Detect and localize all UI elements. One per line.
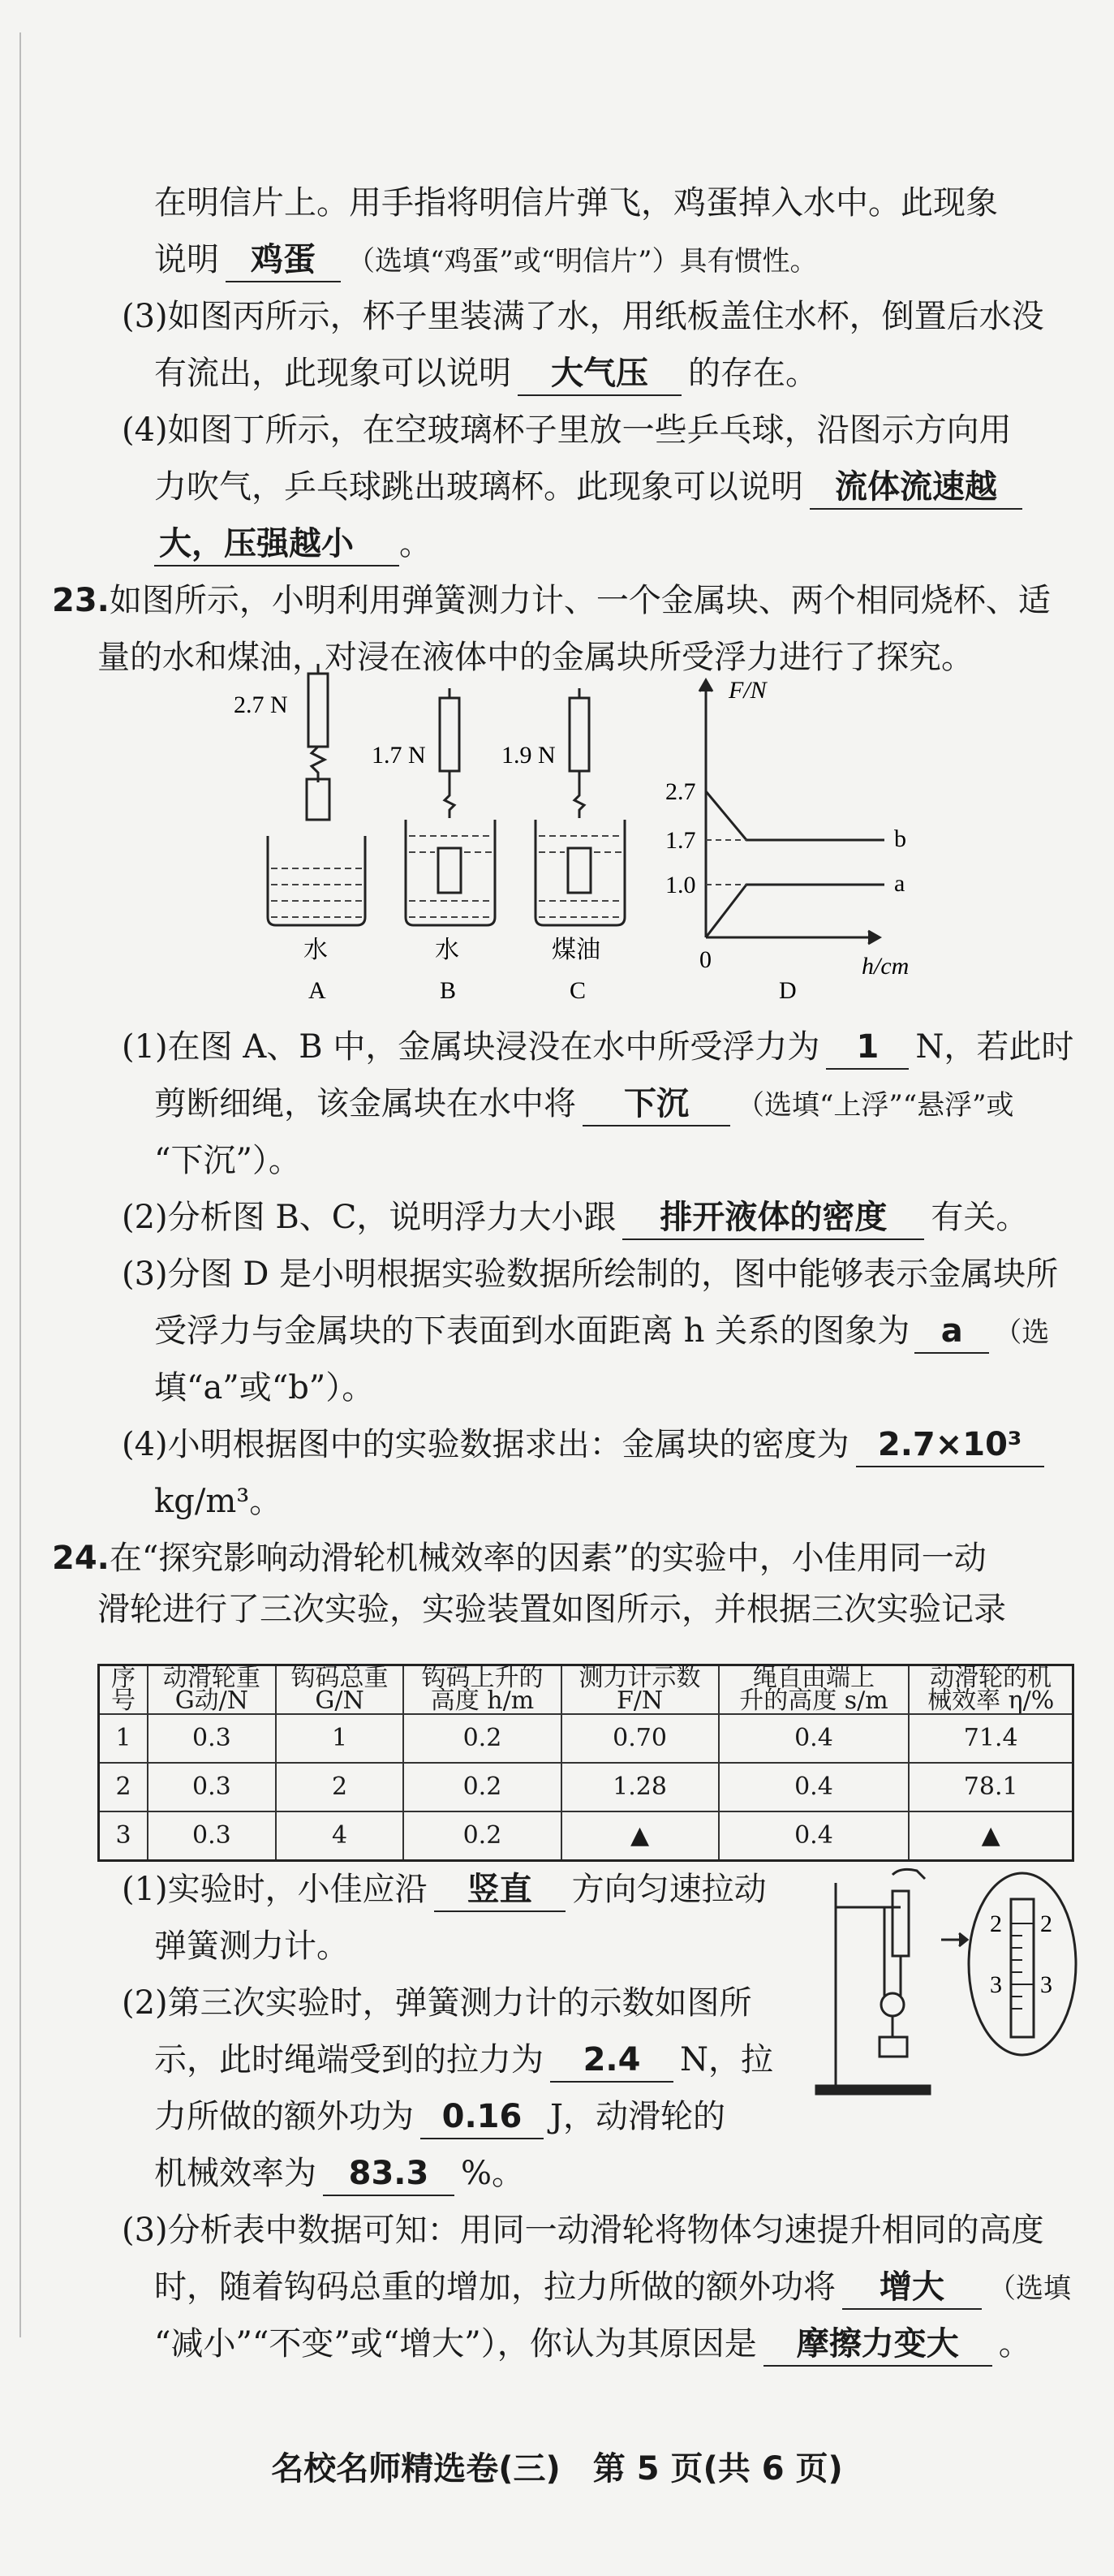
answer-blank: 0.16 bbox=[420, 2096, 544, 2139]
scale-zoom-oval bbox=[969, 1873, 1076, 2055]
metal-block-a bbox=[307, 779, 329, 820]
line-b bbox=[706, 791, 884, 840]
line-a-label: a bbox=[894, 870, 905, 897]
question-number: 24. bbox=[52, 1540, 110, 1577]
q24-line2: 滑轮进行了三次实验，实验装置如图所示，并根据三次实验记录 bbox=[97, 1591, 1006, 1628]
q23-part1-line3: “下沉”）。 bbox=[154, 1142, 301, 1179]
q24-part2-line3: 力所做的额外功为 0.16 J，动滑轮的 bbox=[154, 2094, 725, 2139]
answer-blank: 大，压强越小 bbox=[154, 523, 399, 566]
table-header: 序 号 动滑轮重 G动/N 钩码总重 G/N 钩码上升的 高度 h/m 测力计示数 F/N 绳自由端上 升的高度 s/m 动滑轮的机 械效率 η/% bbox=[99, 1665, 1073, 1715]
line-a bbox=[706, 885, 884, 937]
beaker-a bbox=[268, 836, 365, 925]
q23-figure bbox=[219, 649, 949, 1006]
q23-line2: 量的水和煤油，对浸在液体中的金属块所受浮力进行了探究。 bbox=[97, 639, 974, 676]
q24-part2-line1: (2)第三次实验时，弹簧测力计的示数如图所 bbox=[122, 1984, 752, 2022]
q22-part4-line2: 力吹气，乒乓球跳出玻璃杯。此现象可以说明 流体流速越 bbox=[154, 464, 1022, 510]
data-table bbox=[97, 1664, 1074, 1862]
beaker-b bbox=[406, 820, 495, 925]
q23-part1-line1: (1)在图 A、B 中，金属块浸没在水中所受浮力为 1 N，若此时 bbox=[122, 1024, 1073, 1070]
y-tick-10: 1.0 bbox=[665, 872, 696, 898]
q24-part3-line3: “减小”“不变”或“增大”），你认为其原因是 摩擦力变大 。 bbox=[154, 2321, 1031, 2367]
line-b-label: b bbox=[894, 825, 906, 852]
q24-part3-line1: (3)分析表中数据可知：用同一动滑轮将物体匀速提升相同的高度 bbox=[122, 2212, 1044, 2249]
answer-blank: 2.7×10³ bbox=[856, 1424, 1044, 1467]
spring-scale bbox=[892, 1891, 909, 1956]
answer-blank: 下沉 bbox=[583, 1083, 730, 1126]
question-number: 23. bbox=[52, 582, 110, 619]
scale-mark-left-2: 2 bbox=[990, 1910, 1002, 1937]
reading-c: 1.9 N bbox=[501, 742, 556, 769]
answer-blank: 鸡蛋 bbox=[226, 239, 341, 282]
scale-mark-right-3: 3 bbox=[1040, 1971, 1052, 1998]
q22-line2: 说明 鸡蛋 （选填“鸡蛋”或“明信片”）具有惯性。 bbox=[154, 237, 818, 284]
metal-block-c bbox=[568, 848, 591, 893]
q24-part2-line4: 机械效率为 83.3 %。 bbox=[154, 2151, 524, 2196]
answer-blank: 1 bbox=[826, 1026, 909, 1070]
q23-part2: (2)分析图 B、C，说明浮力大小跟 排开液体的密度 有关。 bbox=[122, 1195, 1028, 1240]
answer-blank: a bbox=[914, 1310, 989, 1354]
q23-part1-line2: 剪断细绳，该金属块在水中将 下沉 （选填“上浮”“悬浮”或 bbox=[154, 1081, 1014, 1128]
pulley-wheel bbox=[881, 1993, 904, 2016]
answer-blank: 竖直 bbox=[434, 1868, 566, 1912]
q23-part3-line2: 受浮力与金属块的下表面到水面距离 h 关系的图象为 a （选 bbox=[154, 1308, 1049, 1355]
q24-part1-line1: (1)实验时，小佳应沿 竖直 方向匀速拉动 bbox=[122, 1867, 767, 1912]
spring-scale-b bbox=[440, 698, 459, 771]
table-row: 2 0.3 2 0.2 1.28 0.4 78.1 bbox=[99, 1763, 1073, 1811]
answer-blank: 2.4 bbox=[550, 2039, 673, 2083]
q23-part3-line1: (3)分图 D 是小明根据实验数据所绘制的，图中能够表示金属块所 bbox=[122, 1256, 1059, 1293]
q23-part3-line3: 填“a”或“b”）。 bbox=[154, 1369, 375, 1406]
metal-block-b bbox=[438, 848, 461, 893]
label-b: B bbox=[440, 977, 457, 1004]
spring-scale-c bbox=[570, 698, 589, 771]
graph-d bbox=[699, 680, 884, 944]
answer-blank: 摩擦力变大 bbox=[763, 2323, 992, 2367]
label-d: D bbox=[779, 977, 797, 1004]
y-tick-17: 1.7 bbox=[665, 827, 696, 854]
liquid-c: 煤油 bbox=[552, 937, 600, 963]
label-c: C bbox=[570, 977, 587, 1004]
label-a: A bbox=[308, 977, 326, 1004]
margin-line bbox=[19, 32, 21, 2337]
hook-weight bbox=[880, 2037, 907, 2057]
q23-part4-line1: (4)小明根据图中的实验数据求出：金属块的密度为 2.7×10³ bbox=[122, 1422, 1044, 1467]
graph-x-label: h/cm bbox=[862, 953, 910, 980]
reading-a: 2.7 N bbox=[234, 691, 288, 718]
answer-blank: 流体流速越 bbox=[810, 466, 1022, 510]
q22-part3-line2: 有流出，此现象可以说明 大气压 的存在。 bbox=[154, 351, 818, 396]
answer-blank: 增大 bbox=[842, 2266, 982, 2310]
q22-part4-line3: 大，压强越小 。 bbox=[154, 521, 432, 566]
scale-mark-left-3: 3 bbox=[990, 1971, 1002, 1998]
stand-base bbox=[816, 2086, 930, 2094]
pulley-figure bbox=[811, 1859, 1087, 2102]
spring-scale-a bbox=[308, 674, 328, 747]
scale-zoom bbox=[1011, 1899, 1034, 2037]
q24-part1-line2: 弹簧测力计。 bbox=[154, 1928, 349, 1965]
table-row: 1 0.3 1 0.2 0.70 0.4 71.4 bbox=[99, 1714, 1073, 1763]
graph-origin: 0 bbox=[699, 946, 712, 973]
reading-b: 1.7 N bbox=[372, 742, 426, 769]
liquid-b: 水 bbox=[435, 937, 459, 963]
beaker-c bbox=[535, 820, 625, 925]
answer-blank: 大气压 bbox=[518, 352, 682, 396]
q24-part3-line2: 时，随着钩码总重的增加，拉力所做的额外功将 增大 （选填 bbox=[154, 2264, 1071, 2311]
answer-blank: 排开液体的密度 bbox=[622, 1196, 924, 1240]
table-row: 3 0.3 4 0.2 ▲ 0.4 ▲ bbox=[99, 1811, 1073, 1861]
hand-icon bbox=[892, 1869, 925, 1879]
q22-line1: 在明信片上。用手指将明信片弹飞，鸡蛋掉入水中。此现象 bbox=[154, 184, 998, 222]
y-tick-27: 2.7 bbox=[665, 778, 696, 805]
scale-mark-right-2: 2 bbox=[1040, 1910, 1052, 1937]
q23-line1: 23.如图所示，小明利用弹簧测力计、一个金属块、两个相同烧杯、适 bbox=[52, 582, 1051, 619]
page-footer: 名校名师精选卷(三) 第 5 页(共 6 页) bbox=[271, 2450, 843, 2488]
liquid-a: 水 bbox=[303, 937, 328, 963]
q24-line1: 24.在“探究影响动滑轮机械效率的因素”的实验中，小佳用同一动 bbox=[52, 1540, 987, 1577]
q23-part4-line2: kg/m³。 bbox=[154, 1483, 282, 1520]
answer-blank: 83.3 bbox=[323, 2152, 454, 2196]
q22-part3-line1: (3)如图丙所示，杯子里装满了水，用纸板盖住水杯，倒置后水没 bbox=[122, 298, 1044, 335]
graph-y-label: F/N bbox=[729, 677, 767, 704]
q24-part2-line2: 示，此时绳端受到的拉力为 2.4 N，拉 bbox=[154, 2037, 773, 2083]
q22-part4-line1: (4)如图丁所示，在空玻璃杯子里放一些乒乓球，沿图示方向用 bbox=[122, 411, 1012, 449]
